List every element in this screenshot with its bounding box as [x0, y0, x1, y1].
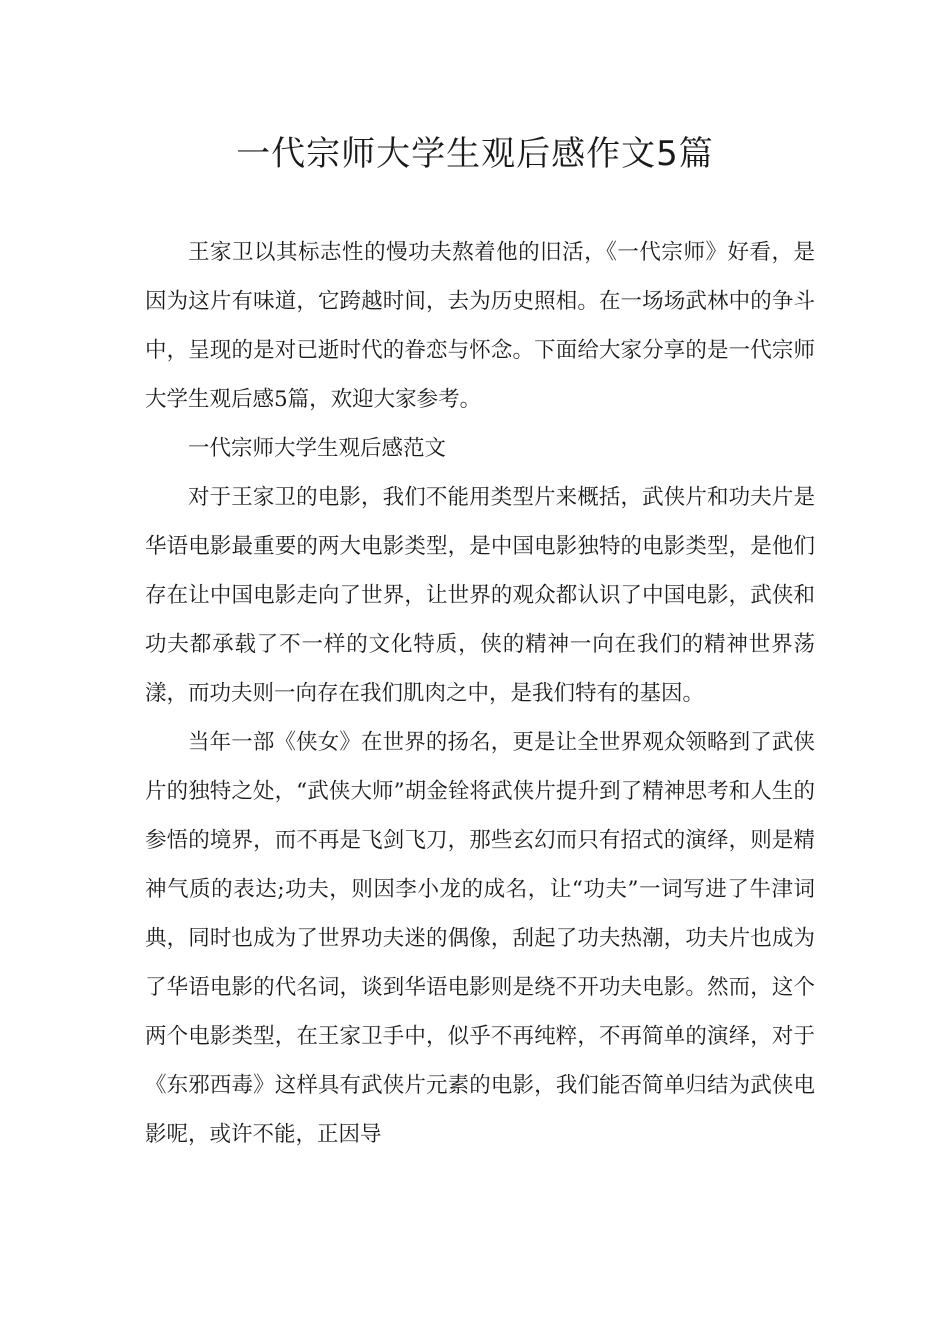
section-heading: 一代宗师大学生观后感范文 — [188, 436, 447, 461]
document-title: 一代宗师大学生观后感作文5篇 — [236, 134, 714, 174]
document-body — [145, 228, 815, 1159]
intro-paragraph: 王家卫以其标志性的慢功夫熬着他的旧活，《一代宗师》好看，是因为这片有味道，它跨越时间，去为历史照相。在一场场武林中的争斗中，呈现的是对已逝时代的眷恋与怀念。下面给大家分享的是一代宗师大学生观后感5篇，欢迎大家参考。 — [145, 240, 815, 412]
body-paragraph-2: 当年一部《侠女》在世界的扬名，更是让全世界观众领略到了武侠片的独特之处，“武侠大师”胡金铨将武侠片提升到了精神思考和人生的参悟的境界，而不再是飞剑飞刀，那些玄幻而只有招式的演绎，则是精神气质的表达;功夫，则因李小龙的成名，让“功夫”一词写进了牛津词典，同时也成为了世界功夫迷的偶像，刮起了功夫热潮，功夫片也成为了华语电影的代名词，谈到华语电影则是绕不开功夫电影。然而，这个两个电影类型，在王家卫手中，似乎不再纯粹，不再简单的演绎，对于《东邪西毒》这样具有武侠片元素的电影，我们能否简单归结为武侠电影呢，或许不能，正因导 — [145, 730, 815, 1147]
body-paragraph-1: 对于王家卫的电影，我们不能用类型片来概括，武侠片和功夫片是华语电影最重要的两大电影类型，是中国电影独特的电影类型，是他们存在让中国电影走向了世界，让世界的观众都认识了中国电影，武侠和功夫都承载了不一样的文化特质，侠的精神一向在我们的精神世界荡漾，而功夫则一向存在我们肌肉之中，是我们特有的基因。 — [145, 485, 815, 706]
